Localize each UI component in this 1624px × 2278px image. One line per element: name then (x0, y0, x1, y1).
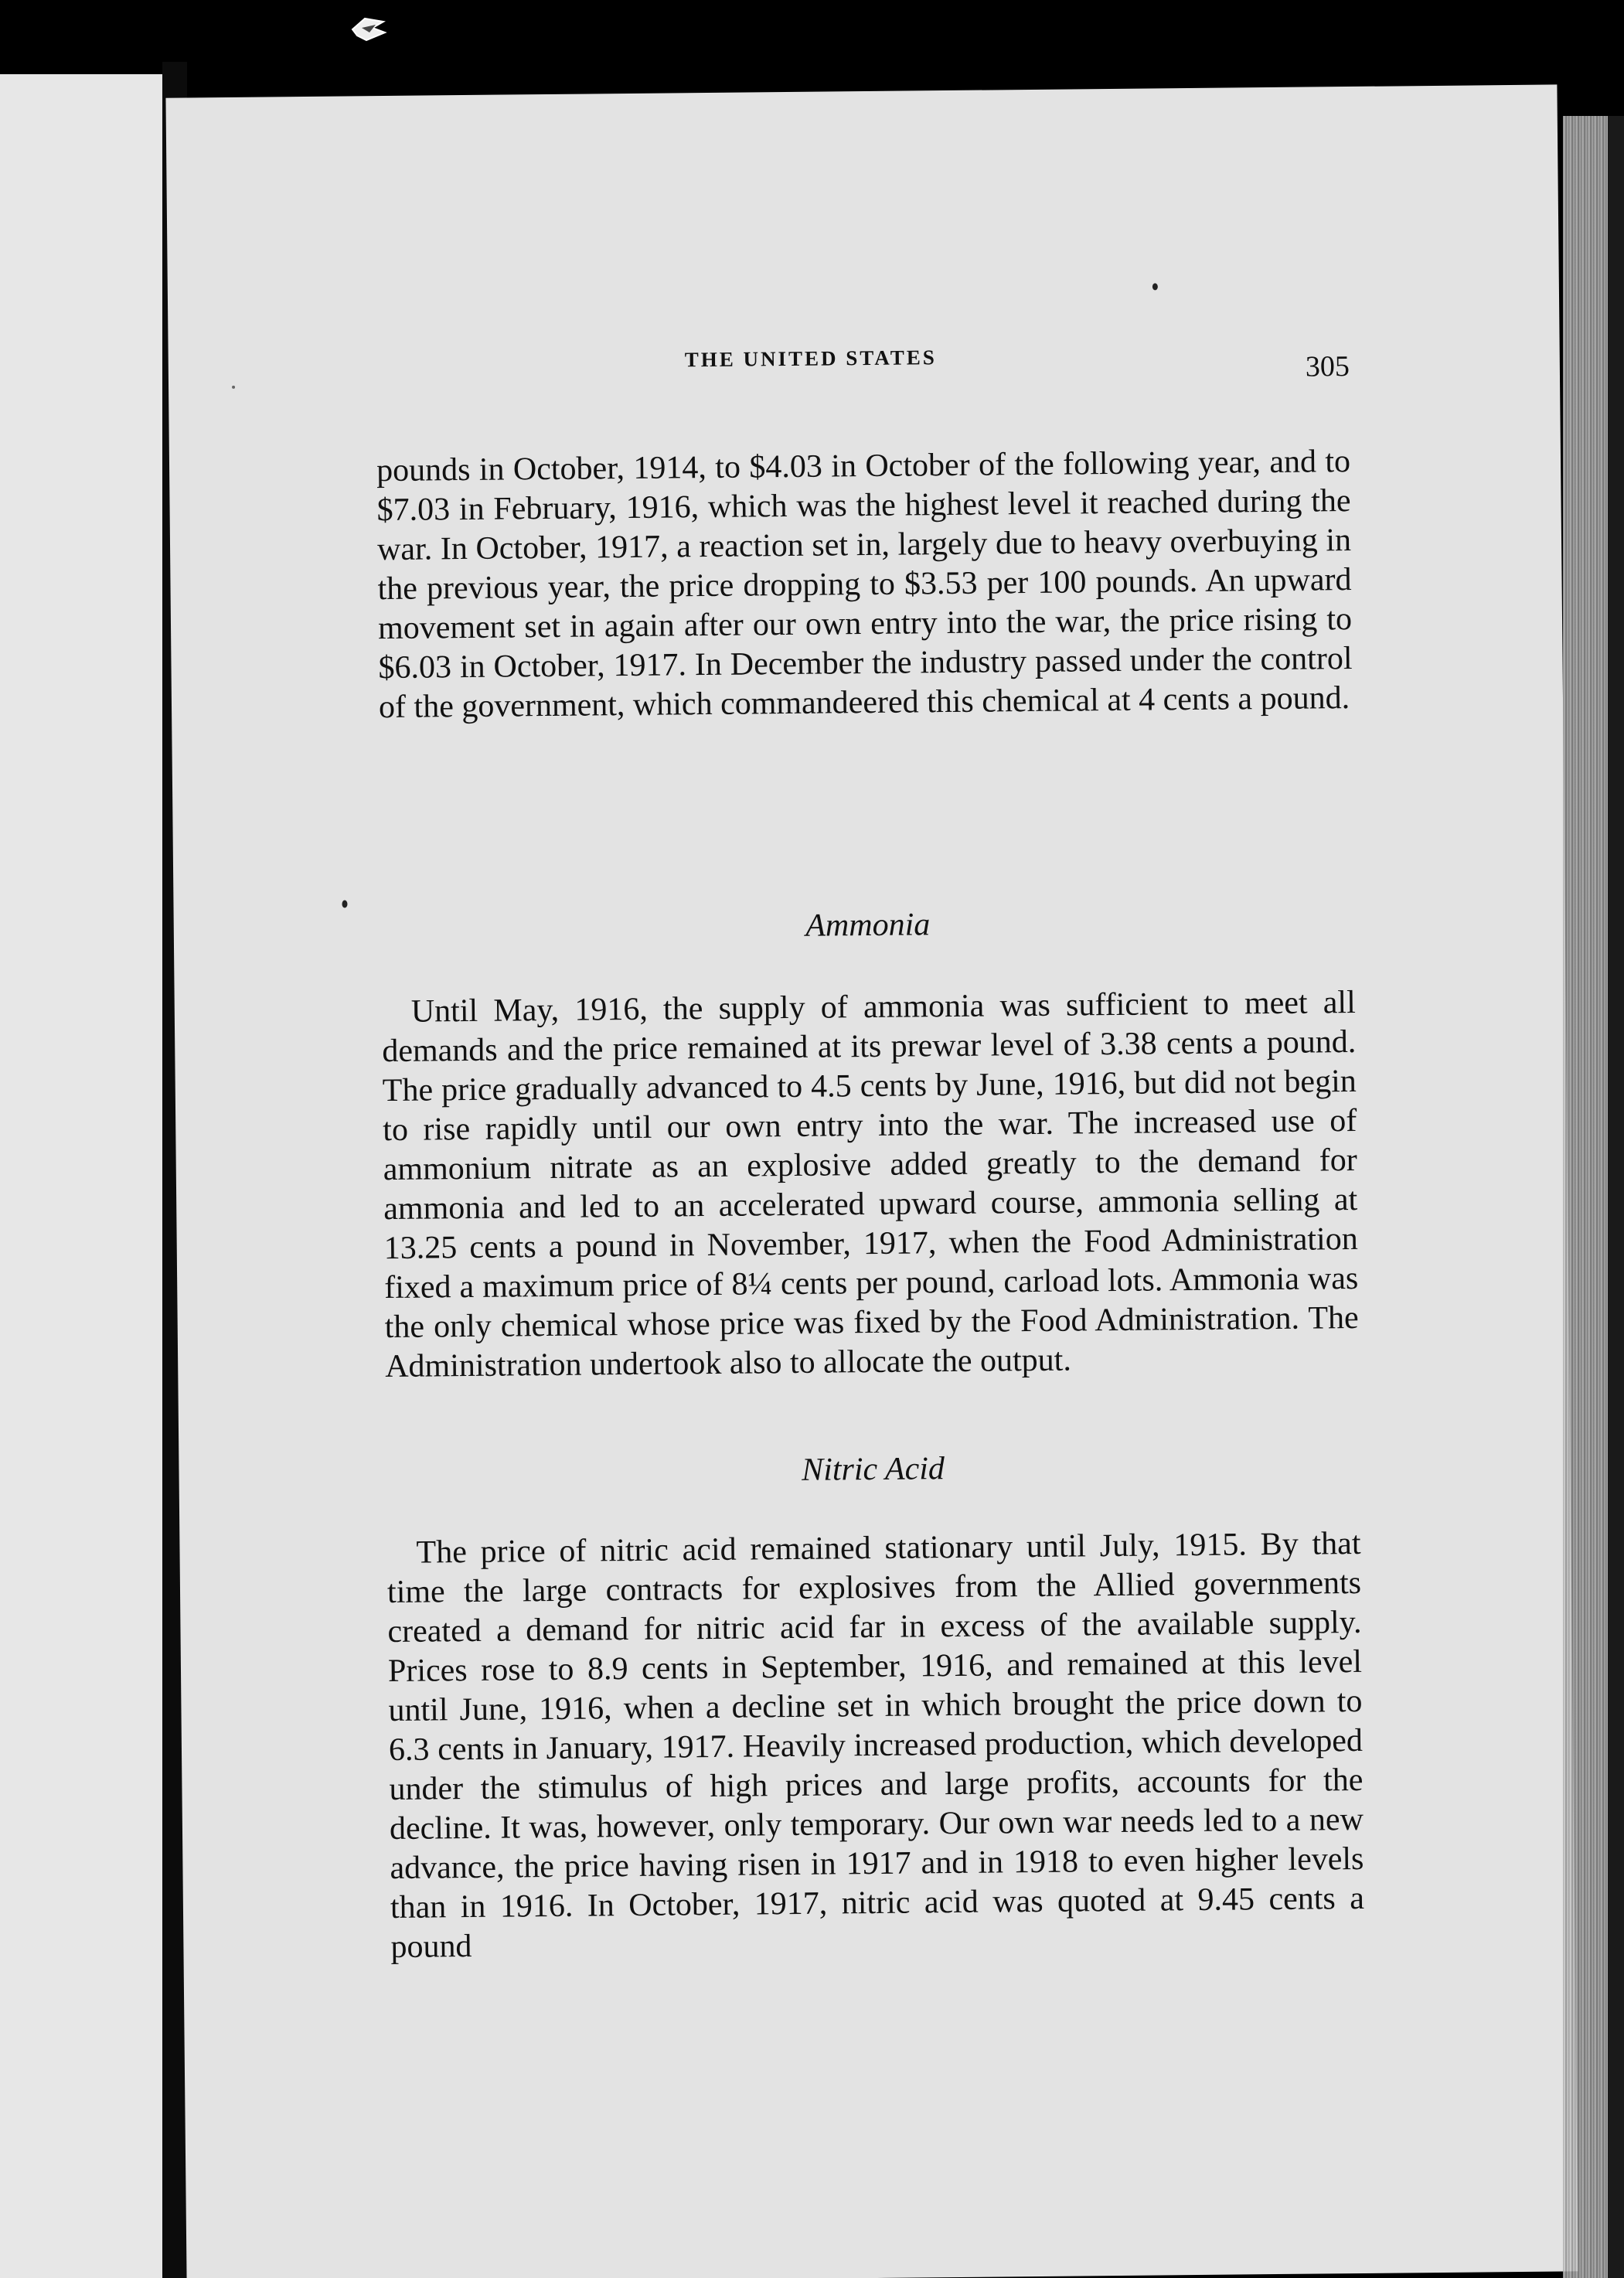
text-block (376, 342, 1365, 1966)
page-edge-shadow (1608, 116, 1624, 2278)
scan-corner-mark (349, 14, 390, 43)
page-edges (1563, 116, 1608, 2278)
section-heading-nitric-acid: Nitric Acid (801, 1451, 945, 1488)
ink-speck (342, 900, 347, 907)
paragraph-ammonia: Until May, 1916, the supply of ammonia was sufficient to meet all demands and the price remained at its prewar level of 3.38 cents a pound. The price gradually advanced to 4.5 cents by June, 1916, but did not begin to rise rapidly until our own entry into the war. The increased use of ammonium nitrate as an explosive added greatly to the demand for ammonia and led to an accelerated upward course, ammonia selling at 13.25 cents a pound in November, 1917, when the Food Administration fixed a maximum price of 8¼ cents per pound, carload lots. Ammonia was the only chemical whose price was fixed by the Food Administration. The Administration undertook also to allocate the output. (382, 984, 1359, 1385)
page-number: 305 (1305, 350, 1350, 383)
book-page (165, 84, 1578, 2278)
running-title: THE UNITED STATES (684, 346, 937, 372)
ink-speck (232, 386, 235, 389)
section-heading-ammonia: Ammonia (805, 907, 931, 944)
paragraph-continued: pounds in October, 1914, to $4.03 in October of the following year, and to $7.03 in February, 1916, which was the highest level it reached during the war. In October, 1917, a reaction set in, largely due to heavy overbuying in the previous year, the price dropping to $3.53 per 100 pounds. An upward movement set in again after our own entry into the war, the price rising to $6.03 in October, 1917. In December the industry passed under the control of the government, which commandeered this chemical at 4 cents a pound. (376, 444, 1353, 726)
facing-page-left (0, 74, 162, 2278)
running-head (376, 342, 1350, 397)
ink-speck (1152, 283, 1158, 290)
paragraph-nitric-acid: The price of nitric acid remained stationary until July, 1915. By that time the large contracts for explosives from the Allied governments created a demand for nitric acid far in excess of the available supply. Prices rose to 8.9 cents in September, 1916, and remained at this level until June, 1916, when a decline set in which brought the price down to 6.3 cents in January, 1917. Heavily increased production, which developed under the stimulus of high prices and large profits, accounts for the decline. It was, however, only temporary. Our own war needs led to a new advance, the price having risen in 1917 and in 1918 to even higher levels than in 1916. In October, 1917, nitric acid was quoted at 9.45 cents a pound (386, 1525, 1365, 1966)
